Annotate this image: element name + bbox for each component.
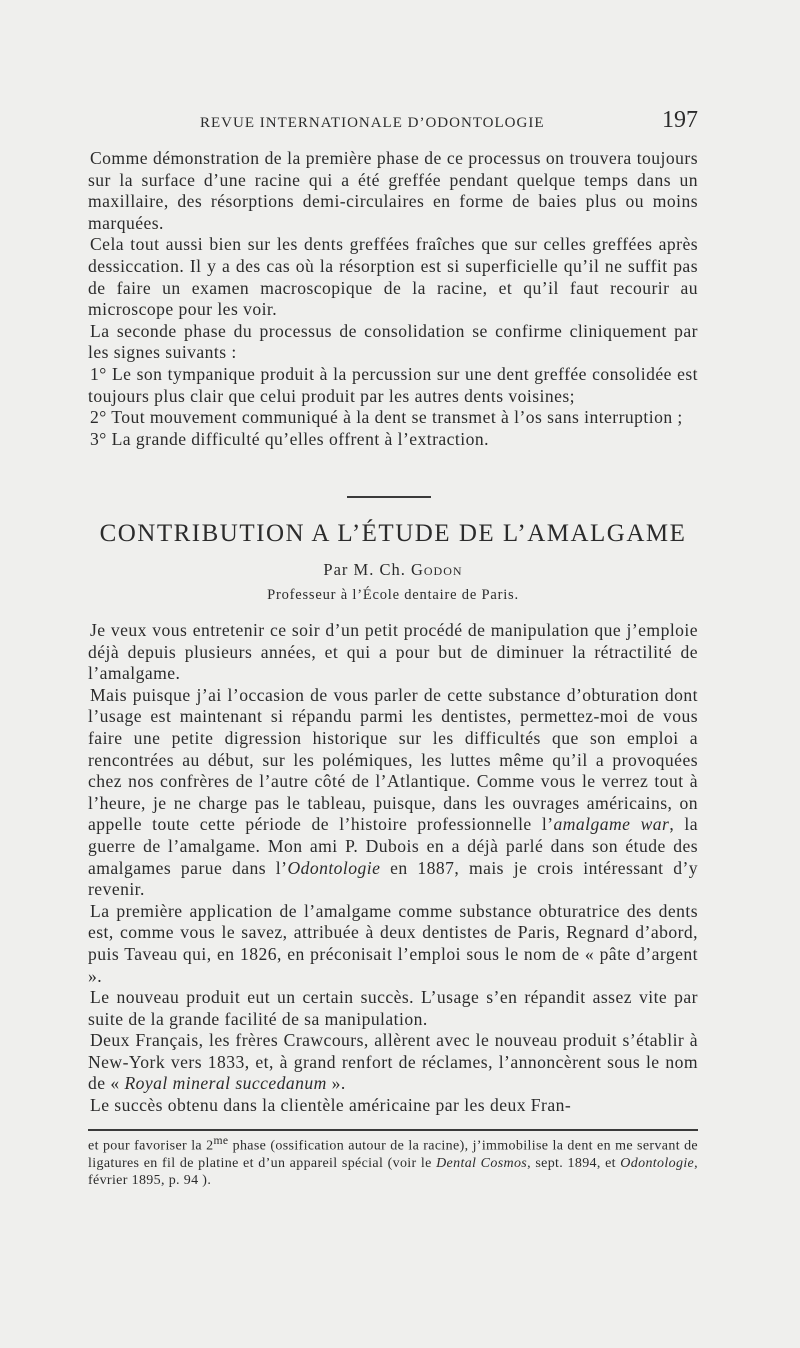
paragraph: Le nouveau produit eut un certain succès. L’usage s’en répandit assez vite par suite de la grande facilité de sa manipulation. (88, 987, 698, 1029)
superscript: me (213, 1134, 229, 1147)
journal-name: Odontologie (620, 1155, 695, 1171)
paragraph: La seconde phase du processus de consolidation se confirme cliniquement par les signes suivants : (88, 320, 698, 363)
product-name: Royal mineral succedanum (124, 1073, 327, 1094)
paragraph: Le succès obtenu dans la clientèle américaine par les deux Fran- (90, 1095, 572, 1116)
author-name: Godon (410, 560, 463, 579)
paragraph: La première application de l’amalgame comme substance obturatrice des dents est, comme vous le savez, attribuée à deux dentistes de Paris, Regnard d’abord, puis Taveau qui, en 1826, en préconisait l’emploi sous le nom de « pâte d’argent ». (88, 900, 698, 986)
paragraph: Deux Français, les frères Crawcours, allèrent avec le nouveau produit s’établir à New-York vers 1833, et, à grand renfort de réclames, l’annoncèrent sous le nom de « Royal mineral succedanum ». (88, 1030, 698, 1094)
byline-prefix: Par M. Ch. (323, 560, 406, 579)
paragraph: Cela tout aussi bien sur les dents greffées fraîches que sur celles greffées après dessiccation. Il y a des cas où la résorption est si superficielle qu’il ne suffit pas de faire un examen macroscopique de la racine, et qu’il faut recourir au microscope pour les voir. (88, 234, 698, 320)
paragraph: 2° Tout mouvement communiqué à la dent se transmet à l’os sans interruption ; (90, 407, 683, 428)
paragraph: Mais puisque j’ai l’occasion de vous parler de cette substance d’obturation dont l’usage est maintenant si répandu parmi les dentistes, permettez-moi de vous faire une petite digression historique sur les difficultés que son emploi a rencontrées au début, sur les polémiques, les luttes même qu’il a provoquées chez nos confrères de l’autre côté de l’Atlantique. Comme vous le verrez tout à l’heure, je ne charge pas le tableau, puisque, dans les ouvrages américains, on appelle toute cette période de l’histoire professionnelle l’amalgame war, la guerre de l’amalgame. Mon ami P. Dubois en a déjà parlé dans son étude des amalgames parue dans l’Odontologie en 1887, mais je crois intéressant d’y revenir. (88, 684, 698, 900)
paragraph: Comme démonstration de la première phase de ce processus on trouvera toujours sur la surface d’une racine qui a été greffée pendant quelque temps dans un maxillaire, des résorptions demi-circulaires en forme de baies plus ou moins marquées. (88, 148, 698, 233)
byline (88, 560, 698, 580)
article-title: CONTRIBUTION A L’ÉTUDE DE L’AMALGAME (99, 520, 687, 547)
article-body (88, 620, 698, 1117)
previous-article-text (88, 148, 698, 450)
paragraph: Je veux vous entretenir ce soir d’un petit procédé de manipulation que j’emploie déjà depuis plusieurs années, et qui a pour but de diminuer la rétractilité de l’amalgame. (88, 620, 698, 684)
footnote-text: et pour favoriser la $2^{me}$ phase (ossification autour de la racine), j’immobilise la dent en me servant de ligatures en fil de platine et d’un appareil spécial (voir le Dental Cosmos, sept. 1894, et Odontologie, février 1895, p. 94 ). (88, 1134, 698, 1188)
footnote (88, 1132, 698, 1189)
running-header (200, 107, 698, 137)
paragraph: 1° Le son tympanique produit à la percussion sur une dent greffée consolidée est toujours plus clair que celui produit par les autres dents voisines; (88, 363, 698, 406)
footnote-divider (88, 1129, 698, 1131)
paragraph: 3° La grande difficulté qu’elles offrent à l’extraction. (90, 428, 489, 449)
journal-name: Dental Cosmos (436, 1155, 528, 1171)
running-title: REVUE INTERNATIONALE D’ODONTOLOGIE (200, 115, 545, 131)
page-number: 197 (662, 107, 698, 133)
journal-name: Odontologie (287, 857, 381, 878)
italic-term: amalgame war (553, 814, 670, 835)
section-divider (347, 496, 431, 498)
author-affiliation: Professeur à l’École dentaire de Paris. (267, 587, 519, 603)
